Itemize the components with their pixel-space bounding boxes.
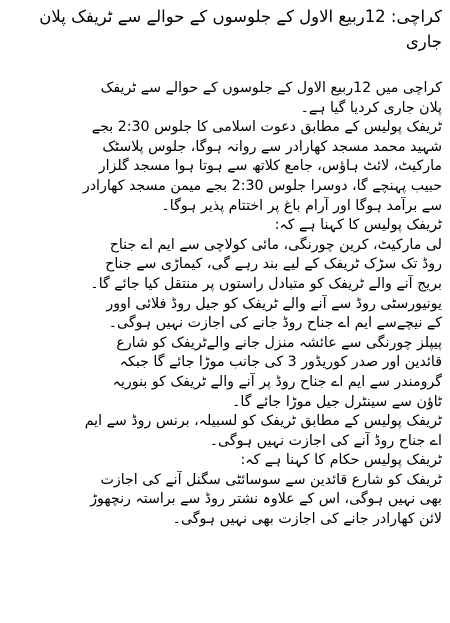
body-line: لائن کھارادر جانے کی اجازت بھی نہیں ہوگی۔ [172, 511, 442, 528]
body-line: لی مارکیٹ، کرین چورنگی، مائی کولاچی سے ایم اے جناح [109, 236, 442, 253]
body-line: ٹریفک پولیس کے مطابق ٹریفک کو لسبیلہ، برنس روڈ سے ایم [84, 413, 442, 430]
body-line: یونیورسٹی روڈ سے آنے والے ٹریفک کو جیل روڈ فلائی اوور [106, 295, 442, 312]
blank-line [6, 54, 442, 79]
body-line: ٹریفک کو شارع قائدین سے سوسائٹی سگنل آنے کی اجازت [100, 471, 442, 488]
body-line: بھی نہیں ہوگی، اس کے علاوہ نشتر روڈ سے براستہ رنچھوڑ [90, 491, 442, 508]
body-line: روڈ تک سڑک ٹریفک کے لیے بند رہے گی، کیماڑی سے جناح [105, 256, 442, 273]
body-line: شہید محمد مسجد کھارادر سے روانہ ہوگا، جلوس پلاسٹک [102, 138, 442, 155]
body-line: ٹریفک پولیس حکام کا کہنا ہے کہ: [240, 452, 442, 469]
body-line: پلان جاری کردیا گیا ہے۔ [300, 99, 442, 116]
headline-line: کراچی: 12ربیع الاول کے جلوسوں کے حوالے سے ٹریفک پلان [39, 7, 442, 26]
body-line: بریج آنے والے ٹریفک کو متبادل راستوں پر منتقل کیا جائے گا۔ [90, 275, 442, 292]
body-line: پیپلز چورنگی سے عائشہ منزل جانے والےٹریفک کو شارع [116, 334, 442, 351]
body-line: ٹریفک پولیس کا کہنا ہے کہ: [274, 217, 442, 234]
headline [6, 4, 442, 54]
body-line: ٹاؤن سے سینٹرل جیل موڑا جائے گا۔ [232, 393, 442, 410]
body-line: ٹریفک پولیس کے مطابق دعوت اسلامی کا جلوس 2:30 بجے [91, 119, 442, 136]
headline-line: جاری [405, 32, 442, 51]
body-line: حبیب پہنچے گا، دوسرا جلوس 2:30 بجے میمن مسجد کھارادر [82, 177, 442, 194]
body-line: مارکیٹ، لائٹ ہاؤس، جامع کلاتھ سے ہوتا ہوا مسجد گلزار [98, 158, 442, 175]
body-line: اے جناح روڈ آنے کی اجازت نہیں ہوگی۔ [209, 432, 442, 449]
body-line: قائدین اور صدر کوریڈور 3 کی جانب موڑا جائے گا جبکہ [119, 354, 442, 371]
article-body [6, 79, 442, 530]
body-line: کے نیچےسے ایم اے جناح روڈ جانے کی اجازت نہیں ہوگی۔ [108, 315, 442, 332]
body-line: گرومندر سے ایم اے جناح روڈ پر آنے والے ٹریفک کو بنوریہ [112, 373, 442, 390]
body-line: سے برآمد ہوگا اور آرام باغ پر اختتام پذیر ہوگا۔ [161, 197, 442, 214]
body-line: کراچی میں 12ربیع الاول کے جلوسوں کے حوالے سے ٹریفک [100, 80, 442, 96]
